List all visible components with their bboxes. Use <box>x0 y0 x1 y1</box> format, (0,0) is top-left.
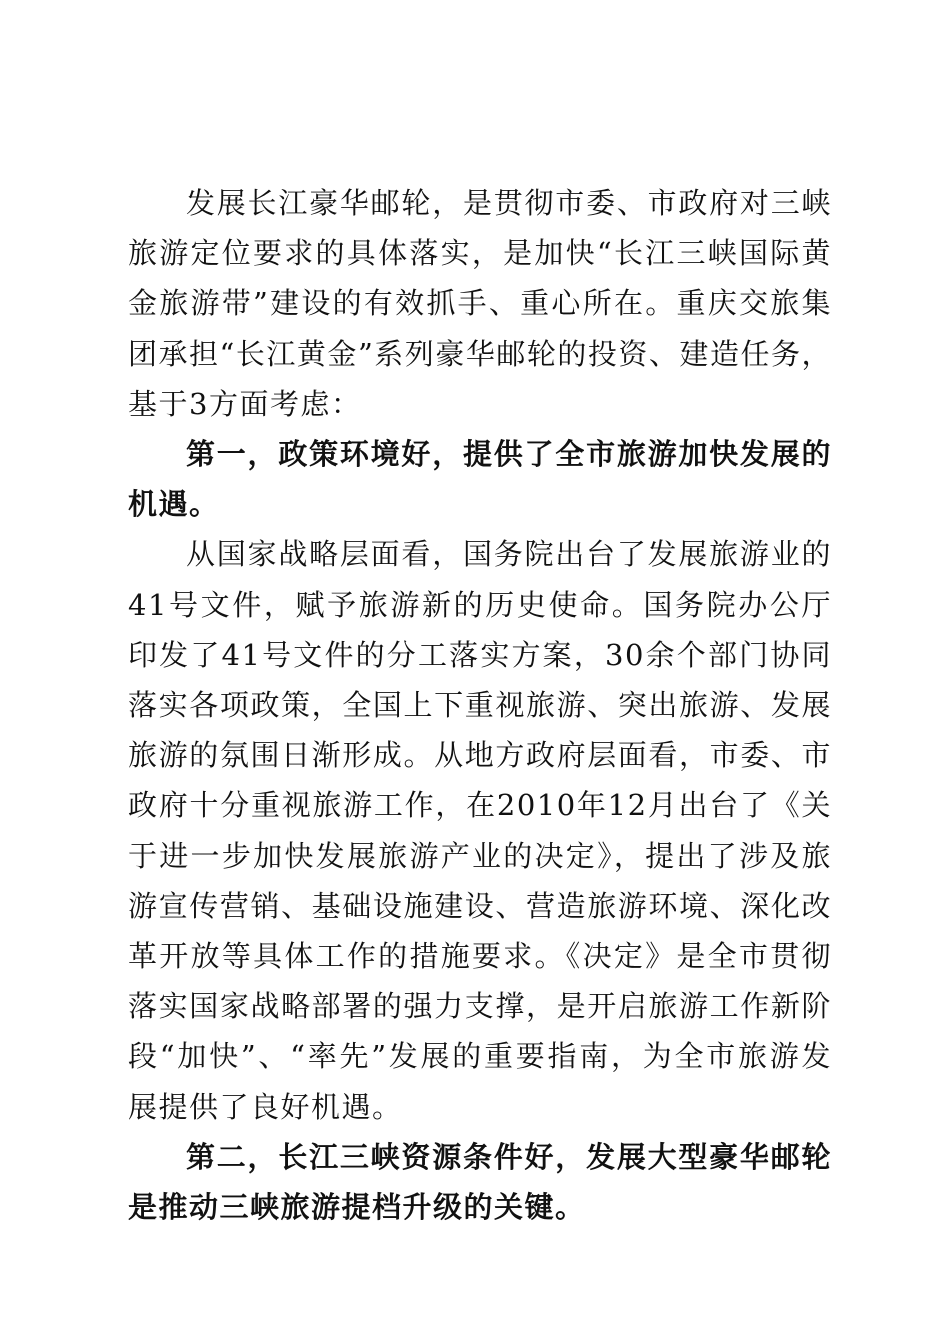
paragraph-policy-environment: 从国家战略层面看，国务院出台了发展旅游业的41号文件，赋予旅游新的历史使命。国务院办公厅印发了41号文件的分工落实方案，30余个部门协同落实各项政策，全国上下重视旅游、突出旅游、发展旅游的氛围日渐形成。从地方政府层面看，市委、市政府十分重视旅游工作，在2010年12月出台了《关于进一步加快发展旅游产业的决定》，提出了涉及旅游宣传营销、基础设施建设、营造旅游环境、深化改革开放等具体工作的措施要求。《决定》是全市贯彻落实国家战略部署的强力支撑，是开启旅游工作新阶段“加快”、“率先”发展的重要指南，为全市旅游发展提供了良好机遇。 <box>128 537 832 1124</box>
document-body <box>128 178 832 1232</box>
heading-point-one: 第一，政策环境好，提供了全市旅游加快发展的机遇。 <box>128 437 832 522</box>
heading-point-two: 第二，长江三峡资源条件好，发展大型豪华邮轮是推动三峡旅游提档升级的关键。 <box>128 1139 832 1225</box>
paragraph-intro: 发展长江豪华邮轮，是贯彻市委、市政府对三峡旅游定位要求的具体落实，是加快“长江三峡国际黄金旅游带”建设的有效抓手、重心所在。重庆交旅集团承担“长江黄金”系列豪华邮轮的投资、建造任务，基于3方面考虑： <box>128 186 832 421</box>
